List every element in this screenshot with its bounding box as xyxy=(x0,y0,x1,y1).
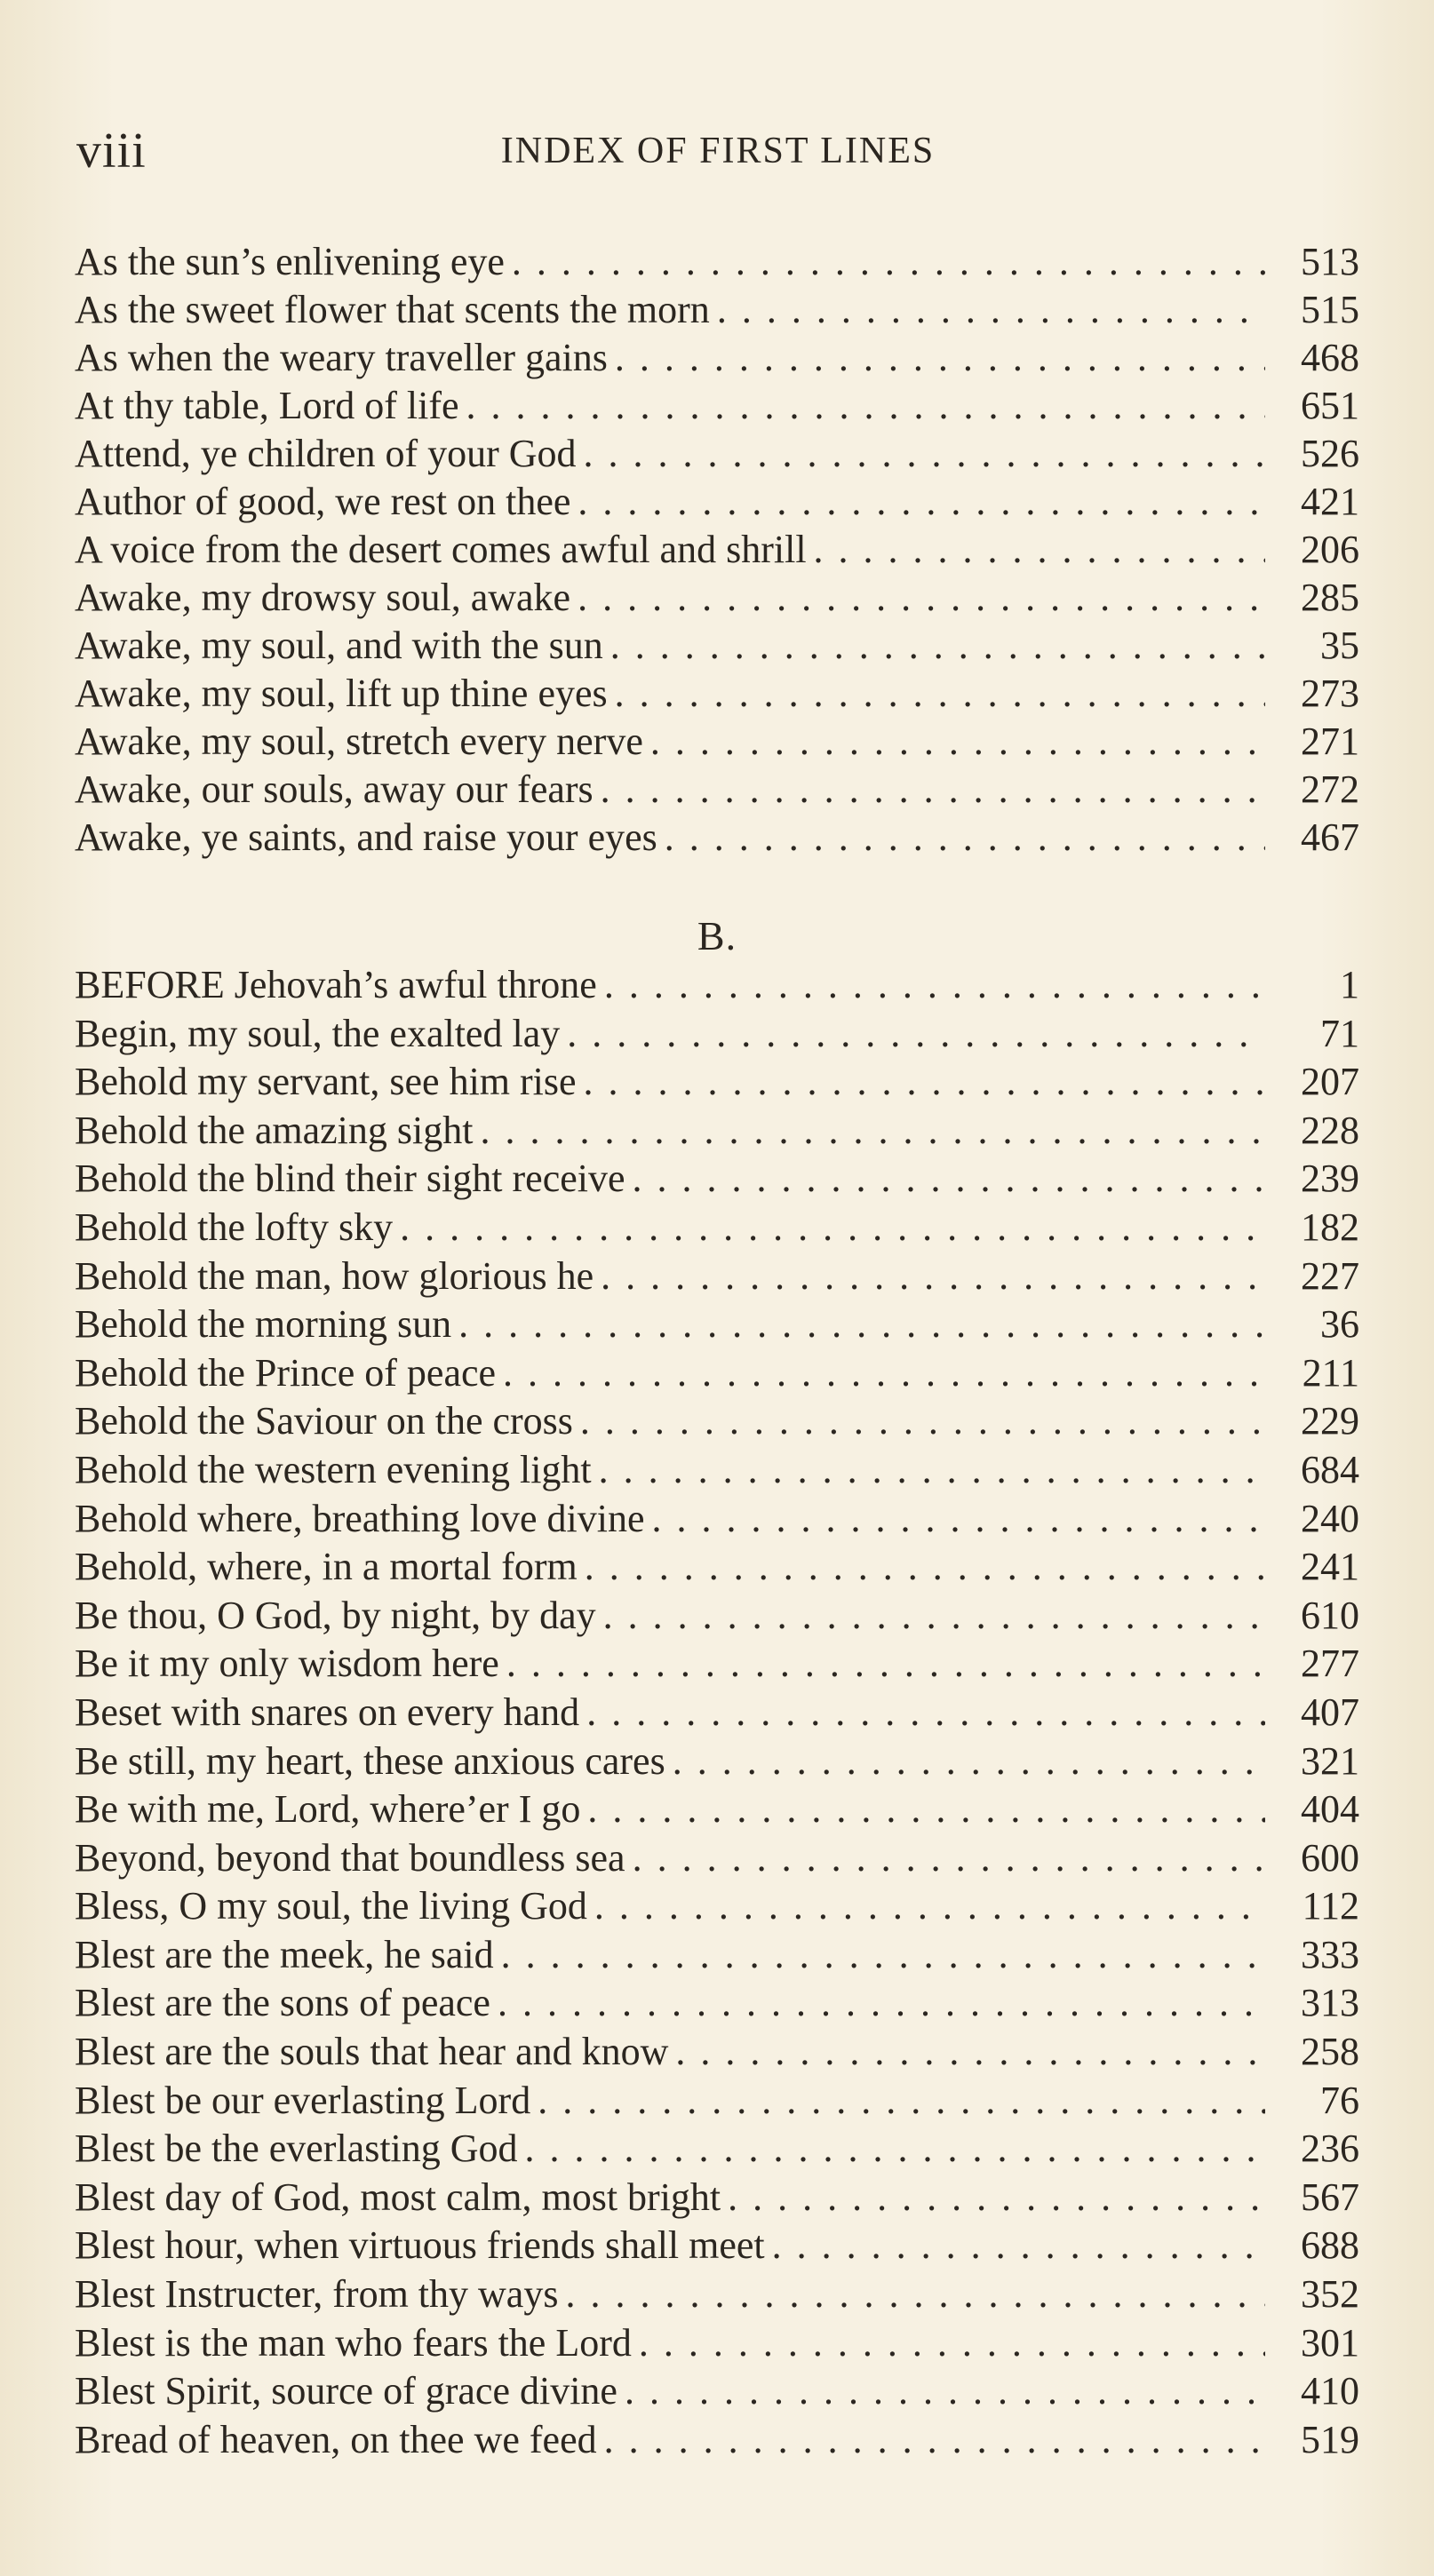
dot-leader xyxy=(458,1300,1265,1349)
dot-leader xyxy=(565,2270,1265,2319)
entry-page-number: 273 xyxy=(1301,672,1359,715)
entry-first-line: Blest Instructer, from thy ways xyxy=(75,2272,559,2317)
entry-first-line: Awake, ye saints, and raise your eyes xyxy=(75,815,657,859)
entry-first-line: Blest be our everlasting Lord xyxy=(75,2078,531,2122)
entry-page-number: 467 xyxy=(1301,815,1359,859)
entry-first-line: Be with me, Lord, where’er I go xyxy=(75,1787,581,1832)
dot-leader xyxy=(498,1979,1265,2028)
entry-first-line: Awake, my soul, stretch every nerve xyxy=(75,720,643,763)
entry-page-number: 515 xyxy=(1301,288,1359,331)
entry-page-number: 404 xyxy=(1301,1787,1359,1832)
dot-leader xyxy=(586,1689,1265,1737)
entry-first-line: Behold the blind their sight receive xyxy=(75,1157,625,1201)
dot-leader xyxy=(501,1931,1265,1980)
index-entry xyxy=(75,670,1359,718)
index-entry xyxy=(75,622,1359,670)
dot-leader xyxy=(503,1349,1265,1398)
dot-leader xyxy=(601,766,1265,814)
entry-page-number: 258 xyxy=(1301,2030,1359,2074)
index-entry xyxy=(75,1058,1359,1107)
dot-leader xyxy=(601,1252,1265,1301)
dot-leader xyxy=(466,382,1265,430)
entry-page-number: 610 xyxy=(1301,1593,1359,1637)
entry-page-number: 684 xyxy=(1301,1447,1359,1491)
entry-first-line: Blest are the souls that hear and know xyxy=(75,2030,669,2074)
dot-leader xyxy=(578,574,1265,622)
entry-page-number: 407 xyxy=(1301,1690,1359,1734)
entry-page-number: 227 xyxy=(1301,1253,1359,1298)
entry-page-number: 1 xyxy=(1340,963,1359,1006)
dot-leader xyxy=(578,478,1265,526)
entry-first-line: A voice from the desert comes awful and shrill xyxy=(75,528,807,571)
dot-leader xyxy=(610,622,1265,670)
entry-first-line: Awake, my soul, and with the sun xyxy=(75,624,603,667)
dot-leader xyxy=(506,1640,1265,1689)
entry-first-line: Awake, my soul, lift up thine eyes xyxy=(75,672,608,715)
entry-first-line: As the sun’s enlivening eye xyxy=(75,240,505,283)
entry-first-line: Bread of heaven, on thee we feed xyxy=(75,2417,597,2461)
page-header xyxy=(76,124,1359,178)
index-entry xyxy=(75,2367,1359,2416)
index-entry xyxy=(75,1300,1359,1349)
entry-first-line: As the sweet flower that scents the morn xyxy=(75,288,710,331)
dot-leader xyxy=(604,2416,1265,2465)
entry-first-line: Begin, my soul, the exalted lay xyxy=(75,1011,561,1055)
entry-page-number: 71 xyxy=(1320,1011,1359,1055)
index-section-b xyxy=(75,911,1359,2464)
entry-page-number: 240 xyxy=(1301,1496,1359,1540)
entry-first-line: Blest are the meek, he said xyxy=(75,1932,494,1976)
entry-first-line: Blest be the everlasting God xyxy=(75,2127,518,2171)
index-entry xyxy=(75,2077,1359,2126)
dot-leader xyxy=(615,334,1265,382)
index-entry xyxy=(75,1834,1359,1883)
index-entry xyxy=(75,1397,1359,1446)
entry-first-line: Awake, my drowsy soul, awake xyxy=(75,576,571,619)
dot-leader xyxy=(594,1882,1265,1931)
entry-first-line: Behold where, breathing love divine xyxy=(75,1496,645,1540)
index-entry xyxy=(75,1882,1359,1931)
entry-first-line: As when the weary traveller gains xyxy=(75,336,608,379)
running-head: INDEX OF FIRST LINES xyxy=(500,131,936,171)
entry-page-number: 239 xyxy=(1301,1157,1359,1201)
entry-page-number: 76 xyxy=(1320,2078,1359,2122)
index-section-a xyxy=(75,238,1359,862)
index-entry xyxy=(75,1592,1359,1641)
entry-page-number: 35 xyxy=(1320,624,1359,667)
entry-first-line: Be it my only wisdom here xyxy=(75,1642,499,1686)
entry-page-number: 313 xyxy=(1301,1981,1359,2025)
dot-leader xyxy=(599,1446,1265,1495)
entry-first-line: Author of good, we rest on thee xyxy=(75,480,571,523)
entry-first-line: Awake, our souls, away our fears xyxy=(75,767,594,811)
index-entry xyxy=(75,574,1359,622)
entry-page-number: 321 xyxy=(1301,1738,1359,1783)
entry-page-number: 688 xyxy=(1301,2223,1359,2268)
entry-first-line: Be thou, O God, by night, by day xyxy=(75,1593,596,1637)
entry-first-line: Behold, where, in a mortal form xyxy=(75,1545,578,1589)
index-entry xyxy=(75,478,1359,526)
entry-first-line: Attend, ye children of your God xyxy=(75,432,577,475)
index-entry xyxy=(75,1446,1359,1495)
entry-page-number: 207 xyxy=(1301,1060,1359,1104)
index-entry-list xyxy=(75,238,1359,862)
dot-leader xyxy=(480,1107,1265,1156)
entry-page-number: 277 xyxy=(1301,1642,1359,1686)
entry-page-number: 272 xyxy=(1301,767,1359,811)
dot-leader xyxy=(567,1010,1265,1059)
entry-page-number: 112 xyxy=(1302,1884,1359,1928)
page-folio: viii xyxy=(76,123,147,179)
index-entry xyxy=(75,2222,1359,2270)
index-entry xyxy=(75,1689,1359,1737)
index-entry-list xyxy=(75,961,1359,2464)
dot-leader xyxy=(580,1397,1265,1446)
entry-first-line: Blest Spirit, source of grace divine xyxy=(75,2369,617,2413)
dot-leader xyxy=(603,1592,1265,1641)
entry-page-number: 182 xyxy=(1301,1205,1359,1249)
index-entry xyxy=(75,238,1359,286)
entry-first-line: Beset with snares on every hand xyxy=(75,1690,580,1734)
dot-leader xyxy=(604,961,1265,1010)
index-entry xyxy=(75,814,1359,862)
index-entry xyxy=(75,1349,1359,1398)
dot-leader xyxy=(651,1495,1265,1544)
dot-leader xyxy=(538,2077,1265,2126)
dot-leader xyxy=(633,1155,1265,1204)
index-entry xyxy=(75,961,1359,1010)
entry-page-number: 36 xyxy=(1320,1302,1359,1347)
entry-first-line: Behold the amazing sight xyxy=(75,1108,474,1152)
entry-page-number: 301 xyxy=(1301,2320,1359,2365)
index-entry xyxy=(75,1785,1359,1834)
dot-leader xyxy=(525,2125,1265,2174)
entry-page-number: 285 xyxy=(1301,576,1359,619)
entry-page-number: 600 xyxy=(1301,1835,1359,1880)
entry-page-number: 513 xyxy=(1301,240,1359,283)
index-entry xyxy=(75,2028,1359,2077)
entry-page-number: 567 xyxy=(1301,2174,1359,2219)
dot-leader xyxy=(673,1737,1265,1786)
entry-page-number: 333 xyxy=(1301,1932,1359,1976)
entry-first-line: Behold the man, how glorious he xyxy=(75,1253,594,1298)
entry-first-line: Behold the western evening light xyxy=(75,1447,592,1491)
entry-page-number: 352 xyxy=(1301,2272,1359,2317)
entry-first-line: Behold the Saviour on the cross xyxy=(75,1399,573,1443)
index-entry xyxy=(75,1640,1359,1689)
entry-page-number: 241 xyxy=(1301,1545,1359,1589)
index-entry xyxy=(75,1931,1359,1980)
dot-leader xyxy=(717,286,1265,334)
index-entry xyxy=(75,766,1359,814)
index-entry xyxy=(75,2319,1359,2368)
dot-leader xyxy=(615,670,1265,718)
index-entry xyxy=(75,1010,1359,1059)
entry-page-number: 271 xyxy=(1301,720,1359,763)
index-entry xyxy=(75,286,1359,334)
entry-first-line: Blest are the sons of peace xyxy=(75,1981,490,2025)
entry-first-line: Bless, O my soul, the living God xyxy=(75,1884,587,1928)
entry-page-number: 468 xyxy=(1301,336,1359,379)
dot-leader xyxy=(633,1834,1265,1883)
index-entry xyxy=(75,526,1359,574)
entry-first-line: At thy table, Lord of life xyxy=(75,384,459,427)
dot-leader xyxy=(587,1785,1265,1834)
index-entry xyxy=(75,1155,1359,1204)
index-entry xyxy=(75,1979,1359,2028)
dot-leader xyxy=(625,2367,1265,2416)
index-entry xyxy=(75,718,1359,766)
entry-first-line: Behold the morning sun xyxy=(75,1302,452,1347)
dot-leader xyxy=(675,2028,1265,2077)
index-entry xyxy=(75,2125,1359,2174)
entry-page-number: 211 xyxy=(1302,1350,1359,1395)
dot-leader xyxy=(512,238,1265,286)
index-entry xyxy=(75,1495,1359,1544)
entry-page-number: 206 xyxy=(1301,528,1359,571)
dot-leader xyxy=(639,2319,1265,2368)
index-entry xyxy=(75,2174,1359,2222)
dot-leader xyxy=(584,1058,1265,1107)
index-entry xyxy=(75,1737,1359,1786)
entry-page-number: 421 xyxy=(1301,480,1359,523)
index-entry xyxy=(75,334,1359,382)
entry-first-line: Blest day of God, most calm, most bright xyxy=(75,2174,721,2219)
entry-first-line: Blest is the man who fears the Lord xyxy=(75,2320,632,2365)
index-entry xyxy=(75,1543,1359,1592)
entry-first-line: Blest hour, when virtuous friends shall meet xyxy=(75,2223,765,2268)
index-entry xyxy=(75,2270,1359,2319)
entry-page-number: 228 xyxy=(1301,1108,1359,1152)
entry-first-line: Behold the Prince of peace xyxy=(75,1350,497,1395)
index-entry xyxy=(75,1204,1359,1252)
entry-page-number: 519 xyxy=(1301,2417,1359,2461)
index-entry xyxy=(75,430,1359,478)
entry-page-number: 229 xyxy=(1301,1399,1359,1443)
entry-first-line: Behold my servant, see him rise xyxy=(75,1060,577,1104)
entry-first-line: Behold the lofty sky xyxy=(75,1205,394,1249)
index-entry xyxy=(75,2416,1359,2465)
dot-leader xyxy=(584,430,1265,478)
dot-leader xyxy=(814,526,1265,574)
entry-first-line: Be still, my heart, these anxious cares xyxy=(75,1738,665,1783)
dot-leader xyxy=(665,814,1265,862)
dot-leader xyxy=(772,2222,1265,2270)
index-entry xyxy=(75,1107,1359,1156)
entry-page-number: 651 xyxy=(1301,384,1359,427)
entry-page-number: 526 xyxy=(1301,432,1359,475)
entry-page-number: 410 xyxy=(1301,2369,1359,2413)
index-entry xyxy=(75,1252,1359,1301)
dot-leader xyxy=(728,2174,1265,2222)
dot-leader xyxy=(585,1543,1265,1592)
entry-page-number: 236 xyxy=(1301,2127,1359,2171)
dot-leader xyxy=(400,1204,1265,1252)
section-letter-b: B. xyxy=(697,913,737,958)
entry-first-line: BEFORE Jehovah’s awful throne xyxy=(75,963,597,1006)
entry-first-line: Beyond, beyond that boundless sea xyxy=(75,1835,625,1880)
index-entry xyxy=(75,382,1359,430)
dot-leader xyxy=(650,718,1265,766)
